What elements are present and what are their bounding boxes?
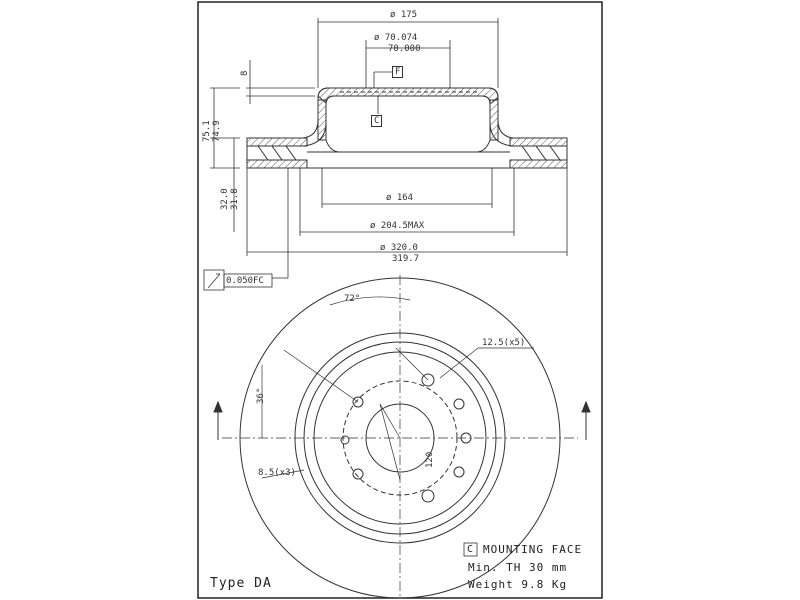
min-thickness-note: Min. TH 30 mm	[468, 561, 568, 574]
dim-hat-thickness: 8	[240, 70, 250, 76]
small-hole-spec: 8.5(x3)	[258, 468, 296, 478]
type-label: Type DA	[210, 576, 272, 591]
mounting-face-label: MOUNTING FACE	[483, 543, 583, 556]
dim-thick-min: 31.8	[230, 188, 240, 210]
dim-d70-max: ø 70.074	[374, 33, 418, 43]
angle-36: 36°	[256, 387, 266, 404]
runout-reference: FC	[253, 276, 264, 286]
dim-d164: ø 164	[386, 193, 414, 203]
section-view	[247, 88, 567, 168]
runout-value: 0.050	[226, 276, 254, 286]
bolt-hole-spec: 12.5(x5)	[482, 338, 526, 348]
dim-d175: ø 175	[390, 10, 418, 20]
angle-72: 72°	[344, 294, 361, 304]
dim-thick-max: 32.0	[220, 188, 230, 210]
dim-d320-min: 319.7	[392, 254, 420, 264]
pcd-value: 120	[425, 451, 435, 468]
dim-height-min: 74.9	[212, 120, 222, 142]
dim-d70-min: 70.000	[388, 44, 421, 54]
dim-d320-max: ø 320.0	[380, 243, 418, 253]
dim-height-max: 75.1	[202, 120, 212, 142]
dim-d204: ø 204.5MAX	[370, 221, 425, 231]
dimension-lines	[210, 18, 567, 278]
datum-c-label: C	[371, 115, 382, 127]
mounting-face-symbol: C	[467, 544, 475, 555]
datum-f-label: F	[392, 66, 403, 78]
weight-note: Weight 9.8 Kg	[468, 578, 568, 591]
